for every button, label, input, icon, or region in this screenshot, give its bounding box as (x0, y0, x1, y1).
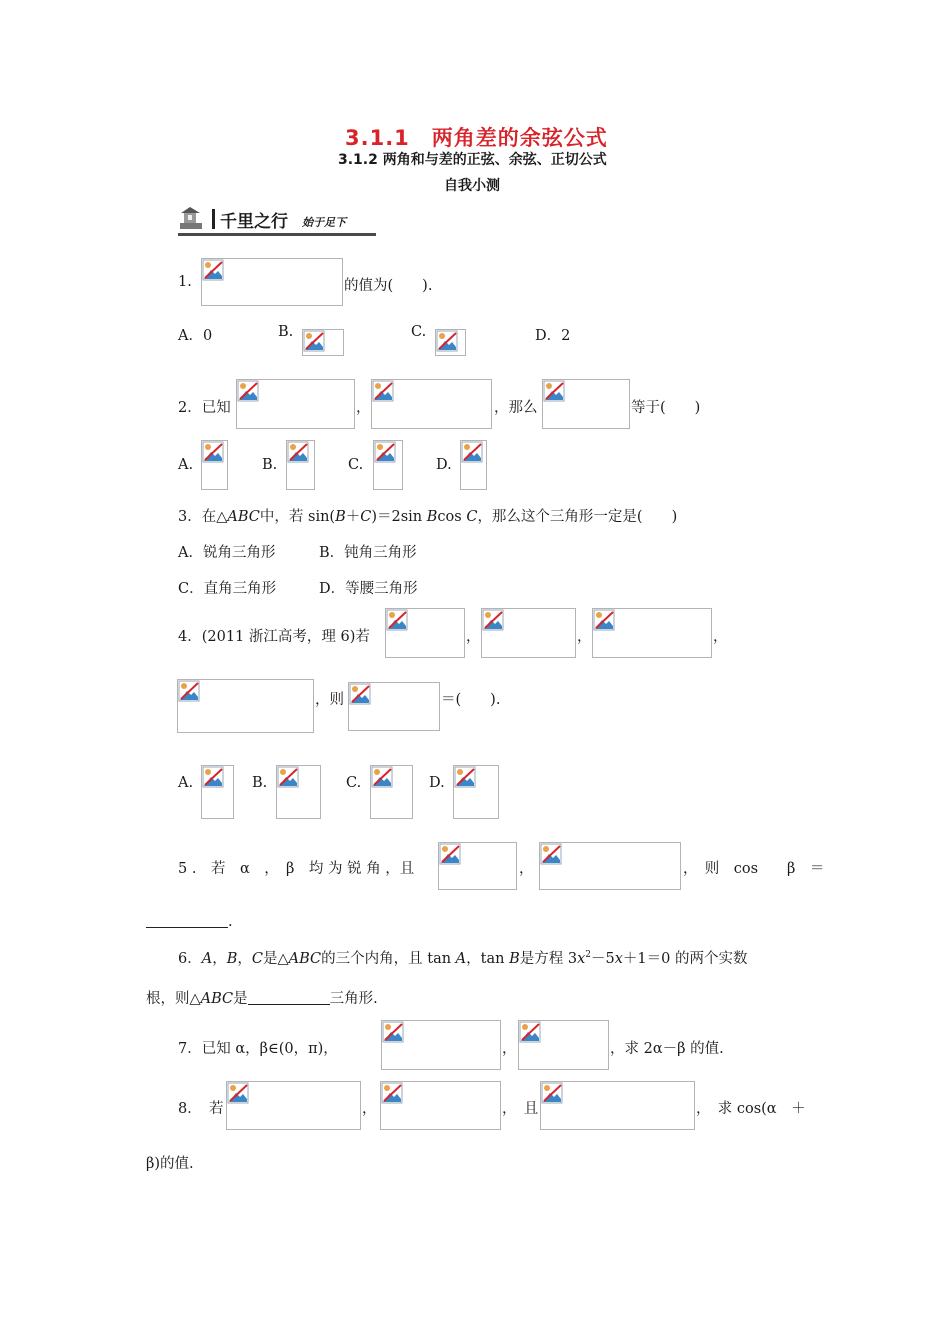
q4-tail: ＝( ). (441, 692, 501, 708)
q4-formula-image-3 (592, 608, 712, 658)
banner-underline (178, 233, 376, 236)
banner-main-text: 千里之行 (220, 212, 288, 232)
q2-option-b-image (286, 440, 315, 490)
q7-comma: ， (502, 1041, 517, 1057)
q4-formula-image-2 (481, 608, 576, 658)
q5-tail: ， 则 cos β ＝ (683, 861, 825, 877)
q1-option-a: A．0 (178, 328, 213, 344)
q5-comma: ， (519, 861, 534, 877)
q8-tail: ， 求 cos(α ＋ (696, 1101, 806, 1117)
q4-option-b: B. (252, 775, 268, 791)
q1-number: 1. (178, 274, 192, 290)
q1-text: 的值为( ). (344, 278, 433, 294)
q4-option-a: A. (178, 775, 194, 791)
q7-formula-image-1 (381, 1020, 501, 1070)
q4-formula-image-5 (348, 682, 440, 731)
section-banner (178, 203, 376, 236)
q3-option-a: A．锐角三角形 (178, 545, 276, 561)
q5-answer-line[interactable]: . (146, 913, 233, 930)
q2-option-c-image (373, 440, 403, 490)
q2-formula-image-3 (542, 379, 630, 429)
q6-answer-blank[interactable] (248, 990, 330, 1005)
q7-formula-image-2 (518, 1020, 609, 1070)
q7-number: 7．已知 α，β∈(0，π)， (178, 1041, 338, 1057)
q2-tail: 等于( ) (631, 400, 701, 416)
q8-formula-image-2 (380, 1081, 501, 1130)
q1-option-d: D．2 (535, 328, 571, 344)
q4-formula-image-4 (177, 679, 314, 733)
q4-comma-3: ， (713, 629, 728, 645)
q2-option-a-image (201, 440, 228, 490)
q3-option-c: C．直角三角形 (178, 581, 277, 597)
page-title: 3.1.1 两角差的余弦公式 (345, 126, 608, 150)
q4-option-b-image (276, 765, 321, 819)
section-heading: 自我小测 (444, 178, 500, 194)
q4-option-c-image (370, 765, 413, 819)
banner-sub-text: 始于足下 (302, 216, 346, 229)
q2-comma-1: ， (356, 400, 371, 416)
page-subtitle: 3.1.2 两角和与差的正弦、余弦、正切公式 (338, 152, 607, 168)
q5-formula-image-2 (539, 842, 681, 890)
q1-option-c: C. (411, 324, 427, 340)
q8-line-2: β)的值. (146, 1156, 194, 1172)
q4-number: 4．(2011 浙江高考，理 6)若 (178, 629, 370, 645)
q2-option-a: A. (178, 457, 194, 473)
q8-comma: ， (362, 1101, 377, 1117)
q1-formula-image (201, 258, 343, 306)
q4-option-d-image (453, 765, 499, 819)
q4-comma-1: ， (466, 629, 481, 645)
q2-comma-2: ，那么 (494, 400, 538, 416)
q3-option-b: B．钝角三角形 (319, 545, 417, 561)
q4-option-c: C. (346, 775, 362, 791)
q4-formula-image-1 (385, 608, 465, 658)
stone-lantern-icon (178, 205, 208, 231)
q4-then: ，则 (315, 692, 344, 708)
q7-tail: ，求 2α－β 的值. (610, 1041, 724, 1057)
q8-formula-image-1 (226, 1081, 361, 1130)
q1-option-c-image (435, 329, 466, 356)
q5-formula-image-1 (438, 842, 517, 890)
q2-formula-image-1 (236, 379, 355, 429)
q5-question: 5 . 若 α ， β 均 为 锐 角 ，且 (178, 861, 415, 877)
q2-option-d: D. (436, 457, 452, 473)
q6-line-2: 根，则△ABC是 三角形. (146, 991, 378, 1007)
q3-question: 3．在△ABC中，若 sin(B＋C)＝2sin Bcos C，那么这个三角形一定是( ) (178, 509, 678, 525)
q8-number: 8． 若 (178, 1101, 224, 1117)
q4-comma-2: ， (577, 629, 592, 645)
q4-option-d: D. (429, 775, 445, 791)
q6-line-1: 6．A，B，C是△ABC的三个内角，且 tan A，tan B是方程 $3x^2-5x+1=0$ 的两个实数 (178, 950, 748, 967)
q2-option-b: B. (262, 457, 278, 473)
q8-and: ， 且 (502, 1101, 539, 1117)
q2-number: 2．已知 (178, 400, 231, 416)
q2-option-c: C. (348, 457, 364, 473)
banner-divider (212, 209, 215, 229)
q1-option-b-image (302, 329, 344, 356)
q2-formula-image-2 (371, 379, 492, 429)
q4-option-a-image (201, 765, 234, 819)
q8-formula-image-3 (540, 1081, 695, 1130)
q3-option-d: D．等腰三角形 (319, 581, 418, 597)
q5-answer-blank[interactable] (146, 913, 228, 928)
q1-option-b: B. (278, 324, 294, 340)
q2-option-d-image (460, 440, 487, 490)
